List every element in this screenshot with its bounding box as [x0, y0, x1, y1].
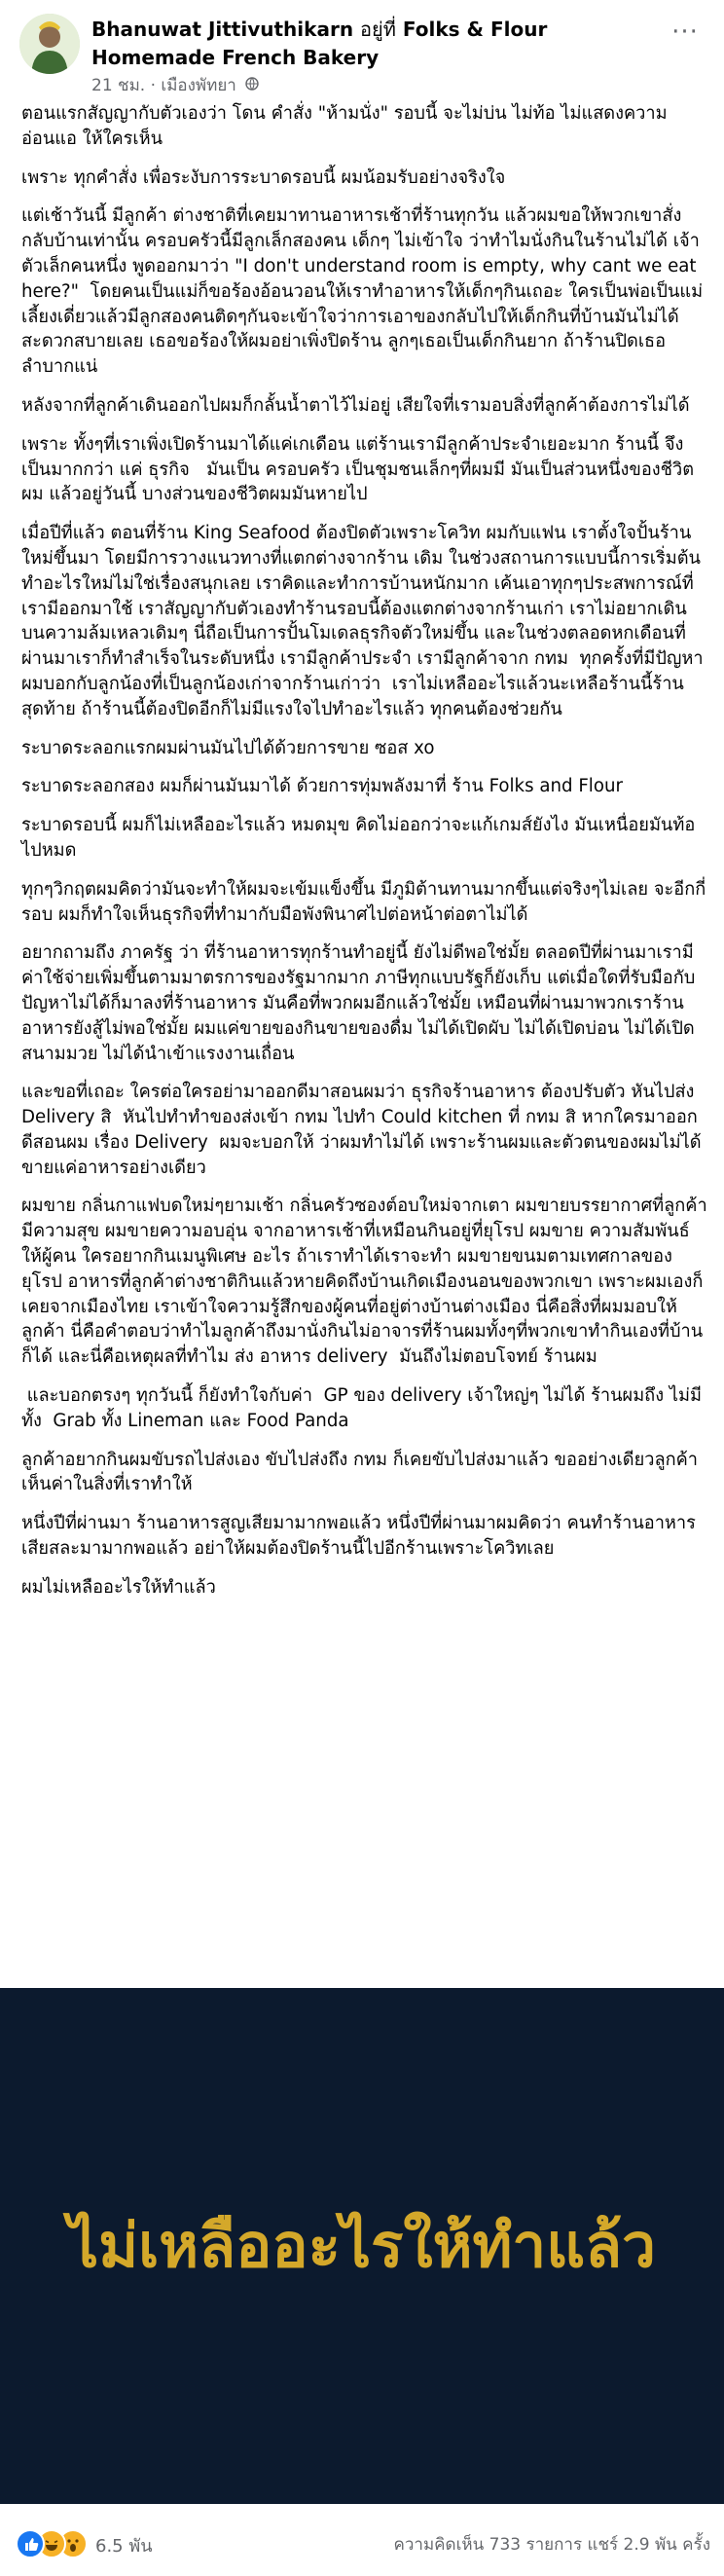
avatar-image	[19, 14, 80, 74]
post-image[interactable]	[0, 1988, 724, 2504]
post-paragraph: ระบาดรอบนี้ ผมก็ไม่เหลืออะไรแล้ว หมดมุข คิดไม่ออกว่าจะแก้เกมส์ยังไง มันเหนื่อยมันท้อไปหมด	[21, 815, 696, 861]
post-paragraph: ระบาดระลอกแรกผมผ่านมันไปได้ด้วยการขาย ซอส xo	[21, 737, 435, 758]
reaction-count[interactable]: 6.5 พัน	[95, 2536, 153, 2557]
post-paragraph: ระบาดระลอกสอง ผมก็ผ่านมันมาได้ ด้วยการทุ่มพลังมาที่ ร้าน Folks and Flour	[21, 776, 623, 797]
post-location[interactable]: เมืองพัทยา	[161, 76, 236, 95]
post-paragraph: เมื่อปีที่แล้ว ตอนที่ร้าน King Seafood ต้องปิดตัวเพราะโควิท ผมกับแฟน เราตั้งใจปั้นร้านใหม่ขึ้นมา โดยมีการวางแนวทางที่แตกต่างจากร้าน เดิม ในช่วงสถานการแบบนี้การเริ่มต้นทำอะไรใหม่ไม่ใช่เรื่องสนุกเลย เราคิดและทำการบ้านหนักมาก เค้นเอาทุกๆประสพการณ์ที่เรามีออกมาใช้ เราสัญญากับตัวเองทำร้านรอบนี้ต้องแตกต่างจากร้านเก่า เราไม่อยากเดินบนความล้มเหลวเดิมๆ นี่ถือเป็นการปั้นโมเดลธุรกิจตัวใหม่ขึ้น และในช่วงตลอดหกเดือนที่ผ่านมาเราก็ทำสำเร็จในระดับหนึ่ง เรามีลูกค้าประจำ เรามีลูกค้าจาก กทม ทุกครั้งที่มีปัญหา ผมบอกกับลูกน้องที่เป็นลูกน้องเก่าจากร้านเก่าว่า เราไม่เหลืออะไรแล้วนะเหลือร้านนี้ร้านสุดท้าย ถ้าร้านนี้ต้องปิดอีกก็ไม่มีแรงใจไปทำอะไรแล้ว ทุกคนต้องช่วยกัน	[21, 523, 709, 719]
post-paragraph: ทุกๆวิกฤตผมคิดว่ามันจะทำให้ผมจะเข้มแข็งขึ้น มีภูมิต้านทานมากขึ้นแต่จริงๆไม่เลย จะอีกกี่รอบ ผมก็ทำใจเห็นธุรกิจที่ทำมากับมือพังพินาศไปต่อหน้าต่อตาไม่ได้	[21, 878, 706, 925]
comments-shares-count[interactable]: ความคิดเห็น 733 รายการ แชร์ 2.9 พัน ครั้ง	[393, 2535, 710, 2555]
more-icon[interactable]: ···	[671, 18, 699, 47]
author-name[interactable]: Bhanuwat Jittivuthikarn	[91, 18, 354, 41]
globe-icon	[245, 76, 259, 95]
avatar[interactable]	[19, 14, 80, 74]
post-paragraph: และบอกตรงๆ ทุกวันนี้ ก็ยังทำใจกับค่า GP ของ delivery เจ้าใหญ่ๆ ไม่ได้ ร้านผมถึง ไม่มี ทั้ง Grab ทั้ง Lineman และ Food Panda	[21, 1385, 707, 1431]
post-meta	[91, 72, 259, 98]
post-paragraph: ลูกค้าอยากกินผมขับรถไปส่งเอง ขับไปส่งถึง กทม ก็เคยขับไปส่งมาแล้ว ขออย่างเดียวลูกค้าเห็นค่าในสิ่งที่เราทำให้	[21, 1449, 698, 1495]
banner-text: ไม่เหลืออะไรให้ทำแล้ว	[68, 2210, 656, 2281]
place-name[interactable]: Folks & Flour Homemade French Bakery	[91, 18, 548, 69]
post-paragraph: ผมขาย กลิ่นกาแฟบดใหม่ๆยามเช้า กลิ่นครัวซองต์อบใหม่จากเตา ผมขายบรรยากาศที่ลูกค้ามีความสุข ผมขายความอบอุ่น จากอาหารเช้าที่เหมือนกินอยู่ที่ยุโรป ผมขาย ความสัมพันธ์ ให้ผู้คน ใครอยากกินเมนูพิเศษ อะไร ถ้าเราทำได้เราจะทำ ผมขายขนมตามเทศกาลของยุโรป อาหารที่ลูกค้าต่างชาติกินแล้วหายคิดถึงบ้านเกิดเมืองนอนของพวกเขา เพราะผมเองก็เคยจากเมืองไทย เราเข้าใจความรู้สึกของผู้คนที่อยู่ต่างบ้านต่างเมือง นี่คือสิ่งที่ผมมอบให้ลูกค้า นี่คือคำตอบว่าทำไมลูกค้าถึงมานั่งกินไม่อาจารที่ร้านผมทั้งๆที่พวกเขาทำกินเองที่บ้านก็ได้ และนี่คือเหตุผลที่ทำไม ส่ง อาหาร delivery มันถึงไม่ตอบโจทย์ ร้านผม	[21, 1196, 707, 1368]
post-paragraph: และขอที่เถอะ ใครต่อใครอย่ามาออกดีมาสอนผมว่า ธุรกิจร้านอาหาร ต้องปรับตัว หันไปส่ง Delivery สิ หันไปทำทำของส่งเข้า กทม ไปทำ Could kitchen ที่ กทม สิ หากใครมาออกดีสอนผม เรื่อง Delivery ผมจะบอกให้ ว่าผมทำไม่ได้ เพราะร้านผมและตัวตนของผมไม่ได้ขายแค่อาหารอย่างเดียว	[21, 1082, 702, 1178]
post-header	[0, 0, 724, 93]
post-paragraph: เพราะ ทุกคำสั่ง เพื่อระงับการระบาดรอบนี้ ผมน้อมรับอย่างจริงใจ	[21, 166, 506, 188]
post-paragraph: ผมไม่เหลืออะไรให้ทำแล้ว	[21, 1576, 216, 1598]
post-paragraph: ตอนแรกสัญญากับตัวเองว่า โดน คำสั่ง "ห้ามนั่ง" รอบนี้ จะไม่บ่น ไม่ท้อ ไม่แสดงความอ่อนแอ ให้ใครเห็น	[21, 103, 668, 149]
post-paragraph: หนึ่งปีที่ผ่านมา ร้านอาหารสูญเสียมามากพอแล้ว หนึ่งปีที่ผ่านมาผมคิดว่า คนทำร้านอาหารเสียสละมามากพอแล้ว อย่าให้ผมต้องปิดร้านนี้ไปอีกร้านเพราะโควิทเลย	[21, 1513, 696, 1560]
post-paragraph: แต่เช้าวันนี้ มีลูกค้า ต่างชาติที่เคยมาทานอาหารเช้าที่ร้านทุกวัน แล้วผมขอให้พวกเขาสั่งกลับบ้านเท่านั้น ครอบครัวนี้มีลูกเล็กสองคน เด็กๆ ไม่เข้าใจ ว่าทำไมนั่งกินในร้านไม่ได้ เจ้าตัวเล็กคนหนึ่ง พูดออกมาว่า "I don't understand room is empty, why cant we eat here?" โดยคนเป็นแม่ก็ขอร้องอ้อนวอนให้เราทำอาหารให้เด็กๆกินเถอะ ใครเป็นพ่อเป็นแม่เลี้ยงเดี่ยวแล้วมีลูกสองคนติดๆกันจะเข้าใจว่าการเอาของกลับไปให้เด็กกินที่บ้านมันไม่ได้สะดวกสบายเลย เธอขอร้องให้ผมอย่าเพิ่งปิดร้าน ลูกๆเธอเป็นเด็กกินยาก ถ้าร้านปิดเธอลำบากแน่	[21, 205, 704, 378]
reaction-bar	[0, 2514, 724, 2576]
like-reaction-icon	[16, 2529, 45, 2558]
post-paragraph: อยากถามถึง ภาครัฐ ว่า ที่ร้านอาหารทุกร้านทำอยู่นี้ ยังไม่ดีพอใช่มั้ย ตลอดปีที่ผ่านมาเรามีค่าใช้จ่ายเพิ่มขึ้นตามมาตรการของรัฐมากมาก ภาษีทุกแบบรัฐก็ยังเก็บ แต่เมื่อใดที่รับมือกับปัญหาไม่ได้ก็มาลงที่ร้านอาหาร มันคือที่พวกผมอีกแล้วใช่มั้ย เหมือนที่ผ่านมาพวกเราร้านอาหารยังสู้ไม่พอใช่มั้ย ผมแค่ขายของกินขายของดื่ม ไม่ได้เปิดผับ ไม่ได้เปิดบ่อน ไม่ได้เปิดสนามมวย ไม่ได้นำเข้าแรงงานเถื่อน	[21, 942, 696, 1064]
meta-separator: ·	[150, 76, 162, 95]
author-verb: อยู่ที่	[360, 18, 396, 41]
post-time[interactable]: 21 ชม.	[91, 76, 146, 95]
author-line	[91, 16, 666, 72]
post-paragraph: หลังจากที่ลูกค้าเดินออกไปผมก็กลั้นน้ำตาไว้ไม่อยู่ เสียใจที่เรามอบสิ่งที่ลูกค้าต้องการไม่ได้	[21, 394, 690, 416]
post-paragraph: เพราะ ทั้งๆที่เราเพิ่งเปิดร้านมาได้แค่เกเดือน แต่ร้านเรามีลูกค้าประจำเยอะมาก ร้านนี้ จึงเป็นมากกว่า แค่ ธุรกิจ มันเป็น ครอบครัว เป็นชุมชนเล็กๆที่ผมมี มันเป็นส่วนหนึ่งของชีวิตผม แล้วอยู่วันนี้ บางส่วนของชีวิตผมมันหายไป	[21, 433, 695, 505]
post-body	[21, 101, 708, 1614]
